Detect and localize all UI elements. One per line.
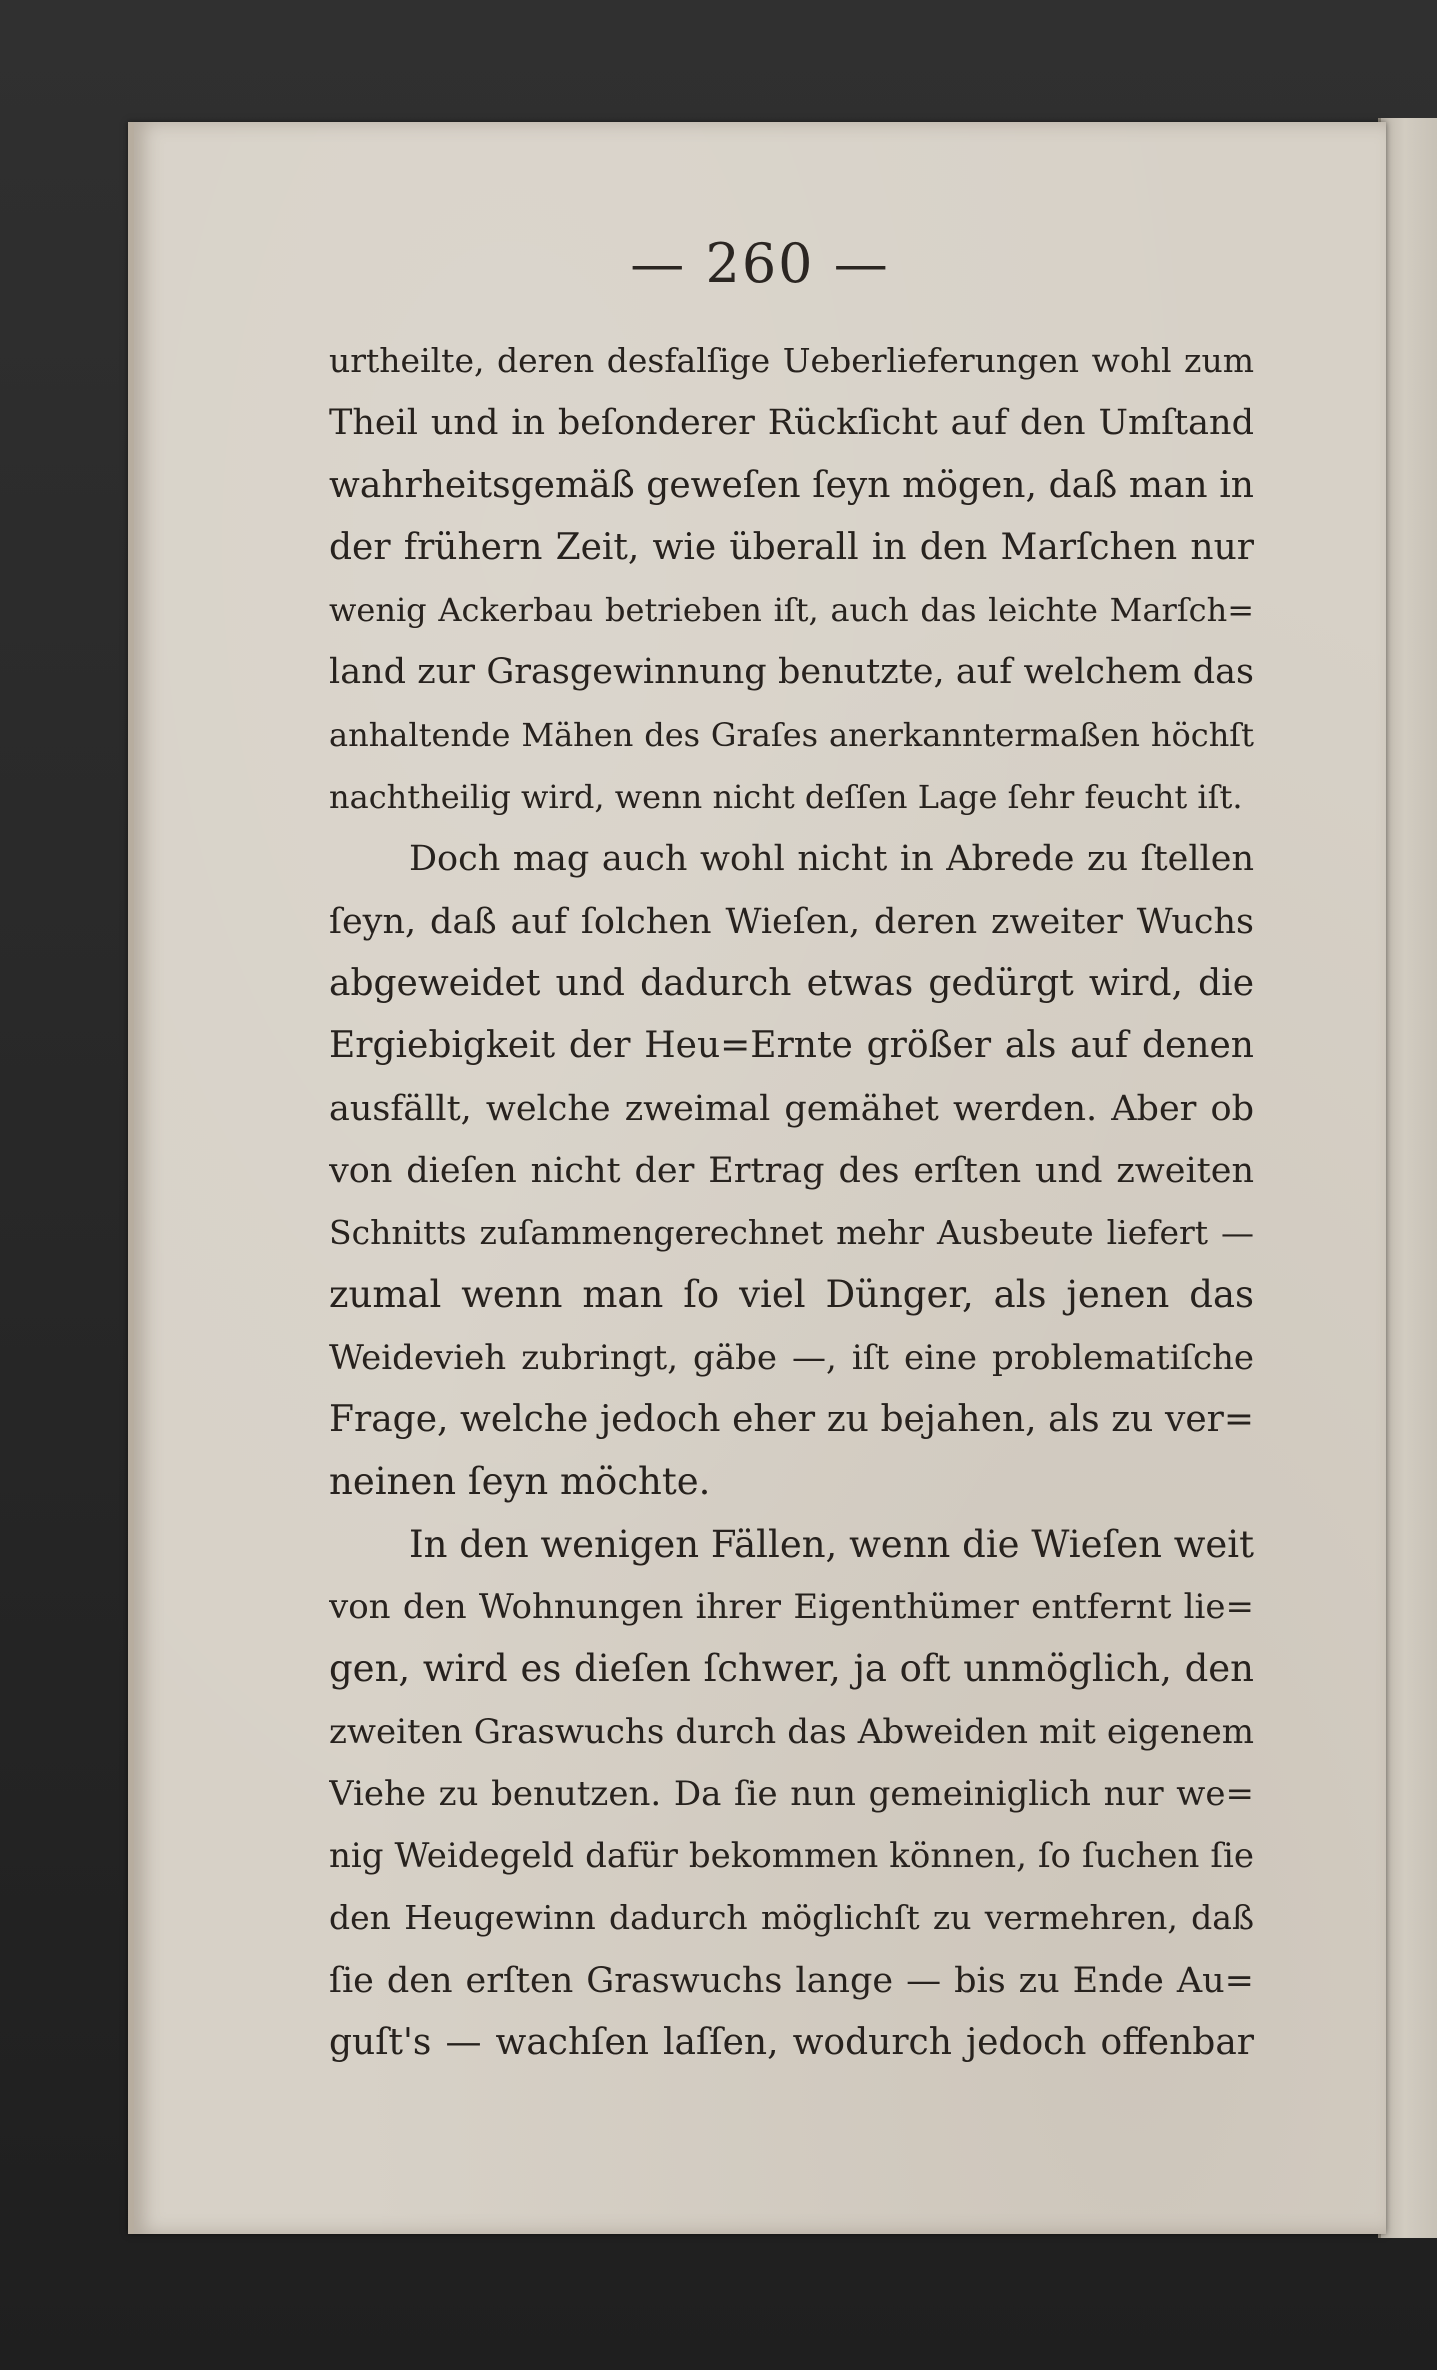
text-line: zumal wenn man ſo viel Dünger, als jenen das	[329, 1273, 1254, 1317]
text-line: abgeweidet und dadurch etwas gedürgt wird, die	[329, 962, 1254, 1004]
text-line: Ergiebigkeit der Heu=Ernte größer als auf denen	[329, 1025, 1254, 1067]
text-line: guſt's — wachſen laſſen, wodurch jedoch offenbar	[329, 2022, 1254, 2064]
text-line: gen, wird es dieſen ſchwer, ja oft unmöglich, den	[329, 1647, 1254, 1691]
text-line: ſie den erſten Graswuchs lange — bis zu Ende Au=	[329, 1960, 1254, 2001]
text-line: Frage, welche jedoch eher zu bejahen, als zu ver=	[329, 1399, 1254, 1441]
page-number: — 260 —	[630, 232, 890, 295]
text-line: In den wenigen Fällen, wenn die Wieſen weit	[409, 1522, 1254, 1566]
text-line: wenig Ackerbau betrieben iſt, auch das leichte Marſch=	[329, 591, 1254, 630]
book-page	[128, 122, 1386, 2234]
text-line: von den Wohnungen ihrer Eigenthümer entfernt lie=	[329, 1586, 1254, 1627]
text-line: ausfällt, welche zweimal gemähet werden. Aber ob	[329, 1088, 1254, 1129]
text-line: anhaltende Mähen des Graſes anerkanntermaßen höchſt	[329, 715, 1254, 754]
text-line: von dieſen nicht der Ertrag des erſten und zweiten	[329, 1150, 1254, 1191]
text-line: neinen ſeyn möchte.	[329, 1460, 711, 1504]
text-line: Weidevieh zubringt, gäbe —, iſt eine problematiſche	[329, 1337, 1254, 1378]
text-line: nachtheilig wird, wenn nicht deſſen Lage ſehr feucht iſt.	[329, 778, 1243, 817]
text-line: zweiten Graswuchs durch das Abweiden mit eigenem	[329, 1711, 1254, 1752]
text-line: wahrheitsgemäß geweſen ſeyn mögen, daß man in	[329, 464, 1254, 506]
text-line: nig Weidegeld dafür bekommen können, ſo ſuchen ſie	[329, 1836, 1254, 1877]
text-line: ſeyn, daß auf ſolchen Wieſen, deren zweiter Wuchs	[329, 901, 1254, 942]
adjacent-page-edge	[1378, 118, 1437, 2238]
text-line: Viehe zu benutzen. Da ſie nun gemeiniglich nur we=	[329, 1773, 1254, 1814]
text-line: land zur Grasgewinnung benutzte, auf welchem das	[329, 652, 1254, 693]
text-line: der frühern Zeit, wie überall in den Marſchen nur	[329, 526, 1254, 568]
text-line: Doch mag auch wohl nicht in Abrede zu ſtellen	[409, 839, 1254, 880]
text-line: urtheilte, deren desfalſige Ueberlieferungen wohl zum	[329, 341, 1254, 380]
body-text	[329, 330, 1254, 2074]
text-line: Schnitts zuſammengerechnet mehr Ausbeute liefert —	[329, 1213, 1254, 1253]
text-line: Theil und in beſonderer Rückſicht auf den Umſtand	[329, 403, 1254, 444]
text-line: den Heugewinn dadurch möglichſt zu vermehren, daß	[329, 1898, 1254, 1938]
